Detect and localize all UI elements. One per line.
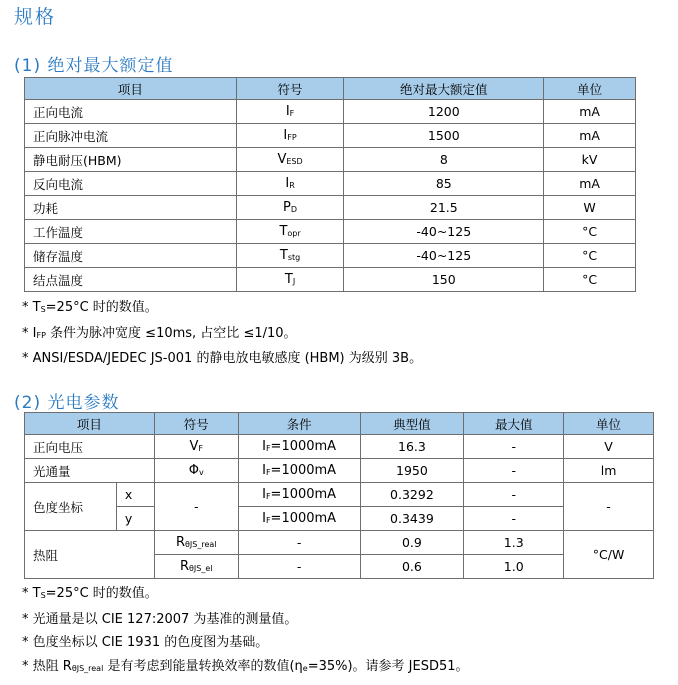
note-esd: * ANSI/ESDA/JEDEC JS-001 的静电放电敏感度 (HBM) 为级别 3B。: [22, 351, 423, 366]
header-unit: 单位: [564, 413, 654, 435]
cell-unit: W: [544, 196, 636, 220]
cell-symbol: $T_{stg}$: [236, 244, 344, 268]
table-row: [25, 196, 636, 220]
cell-symbol: $V_{ESD}$: [236, 148, 344, 172]
table-row: [25, 148, 636, 172]
table-row: [25, 268, 636, 292]
cell-unit: °C: [544, 268, 636, 292]
table-row: [25, 124, 636, 148]
note-ifp: * $I_{FP}$ 条件为脉冲宽度 ≤10ms, 占空比 ≤1/10。: [22, 325, 297, 341]
cell-item: 正向电流: [25, 100, 237, 124]
table-row: 热阻 $R_{\theta JS\_real}$ - 0.9 1.3 °C/W: [25, 531, 654, 555]
note-ts: * $T_S=25^\circ C$ 时的数值。: [22, 300, 158, 315]
table-header-row: [25, 78, 636, 100]
header-item: 项目: [25, 78, 237, 100]
cell-symbol: $I_{FP}$: [236, 124, 344, 148]
cell-unit: °C: [544, 244, 636, 268]
absolute-max-ratings-table: [24, 77, 636, 292]
cell-value: 1200: [344, 100, 544, 124]
table-row: [25, 172, 636, 196]
header-typical: 典型值: [360, 413, 464, 435]
cell-value: 85: [344, 172, 544, 196]
cell-item: 反向电流: [25, 172, 237, 196]
cell-unit: mA: [544, 172, 636, 196]
table-row: [25, 100, 636, 124]
table-header-row: [25, 413, 654, 435]
header-symbol: 符号: [236, 78, 344, 100]
table-row: 光通量 $\Phi_v$ $I_F=1000mA$ 1950 - lm: [25, 459, 654, 483]
cell-symbol: $I_R$: [236, 172, 344, 196]
cell-value: 150: [344, 268, 544, 292]
note-thermal: * 热阻 $R_{\theta JS\_real}$ 是有考虑到能量转换效率的数值$(\eta_e=35\%)$。请参考 JESD51。: [22, 658, 469, 674]
header-item: 项目: [25, 413, 155, 435]
cell-item: 储存温度: [25, 244, 237, 268]
cell-value: 1500: [344, 124, 544, 148]
header-symbol: 符号: [154, 413, 238, 435]
header-max: 最大值: [464, 413, 564, 435]
table-row: 色度坐标 x - $I_F=1000mA$ 0.3292 - -: [25, 483, 654, 507]
table-row: 正向电压 $V_F$ $I_F=1000mA$ 16.3 - V: [25, 435, 654, 459]
page-title: 规格: [14, 6, 57, 28]
note-chromaticity: * 色度坐标以 CIE 1931 的色度图为基础。: [22, 635, 269, 650]
table-row: [25, 244, 636, 268]
cell-unit: mA: [544, 100, 636, 124]
cell-unit: kV: [544, 148, 636, 172]
table-row: $R_{\theta JS\_el}$ - 0.6 1.0: [25, 555, 654, 579]
section1-notes: [22, 296, 422, 371]
cell-item: 结点温度: [25, 268, 237, 292]
table-row: y $I_F=1000mA$ 0.3439 -: [25, 507, 654, 531]
note-ts: * $T_S=25^\circ C$ 时的数值。: [22, 586, 158, 601]
cell-symbol: $P_D$: [236, 196, 344, 220]
section2-notes: [22, 582, 469, 680]
cell-item: 正向脉冲电流: [25, 124, 237, 148]
cell-item: 工作温度: [25, 220, 237, 244]
cell-item: 静电耐压(HBM): [25, 148, 237, 172]
cell-symbol: $I_F$: [236, 100, 344, 124]
cell-unit: °C: [544, 220, 636, 244]
section1-title: (1) 绝对最大额定值: [14, 56, 174, 76]
cell-value: -40~125: [344, 220, 544, 244]
optical-electrical-table: [24, 412, 654, 579]
cell-value: 21.5: [344, 196, 544, 220]
header-rating: 绝对最大额定值: [344, 78, 544, 100]
section2-title: (2) 光电参数: [14, 393, 120, 413]
cell-symbol: $T_J$: [236, 268, 344, 292]
cell-value: -40~125: [344, 244, 544, 268]
cell-unit: mA: [544, 124, 636, 148]
header-unit: 单位: [544, 78, 636, 100]
cell-value: 8: [344, 148, 544, 172]
note-flux: * 光通量是以 CIE 127:2007 为基准的测量值。: [22, 611, 298, 627]
cell-item: 功耗: [25, 196, 237, 220]
table-row: [25, 220, 636, 244]
header-condition: 条件: [238, 413, 360, 435]
cell-symbol: $T_{opr}$: [236, 220, 344, 244]
